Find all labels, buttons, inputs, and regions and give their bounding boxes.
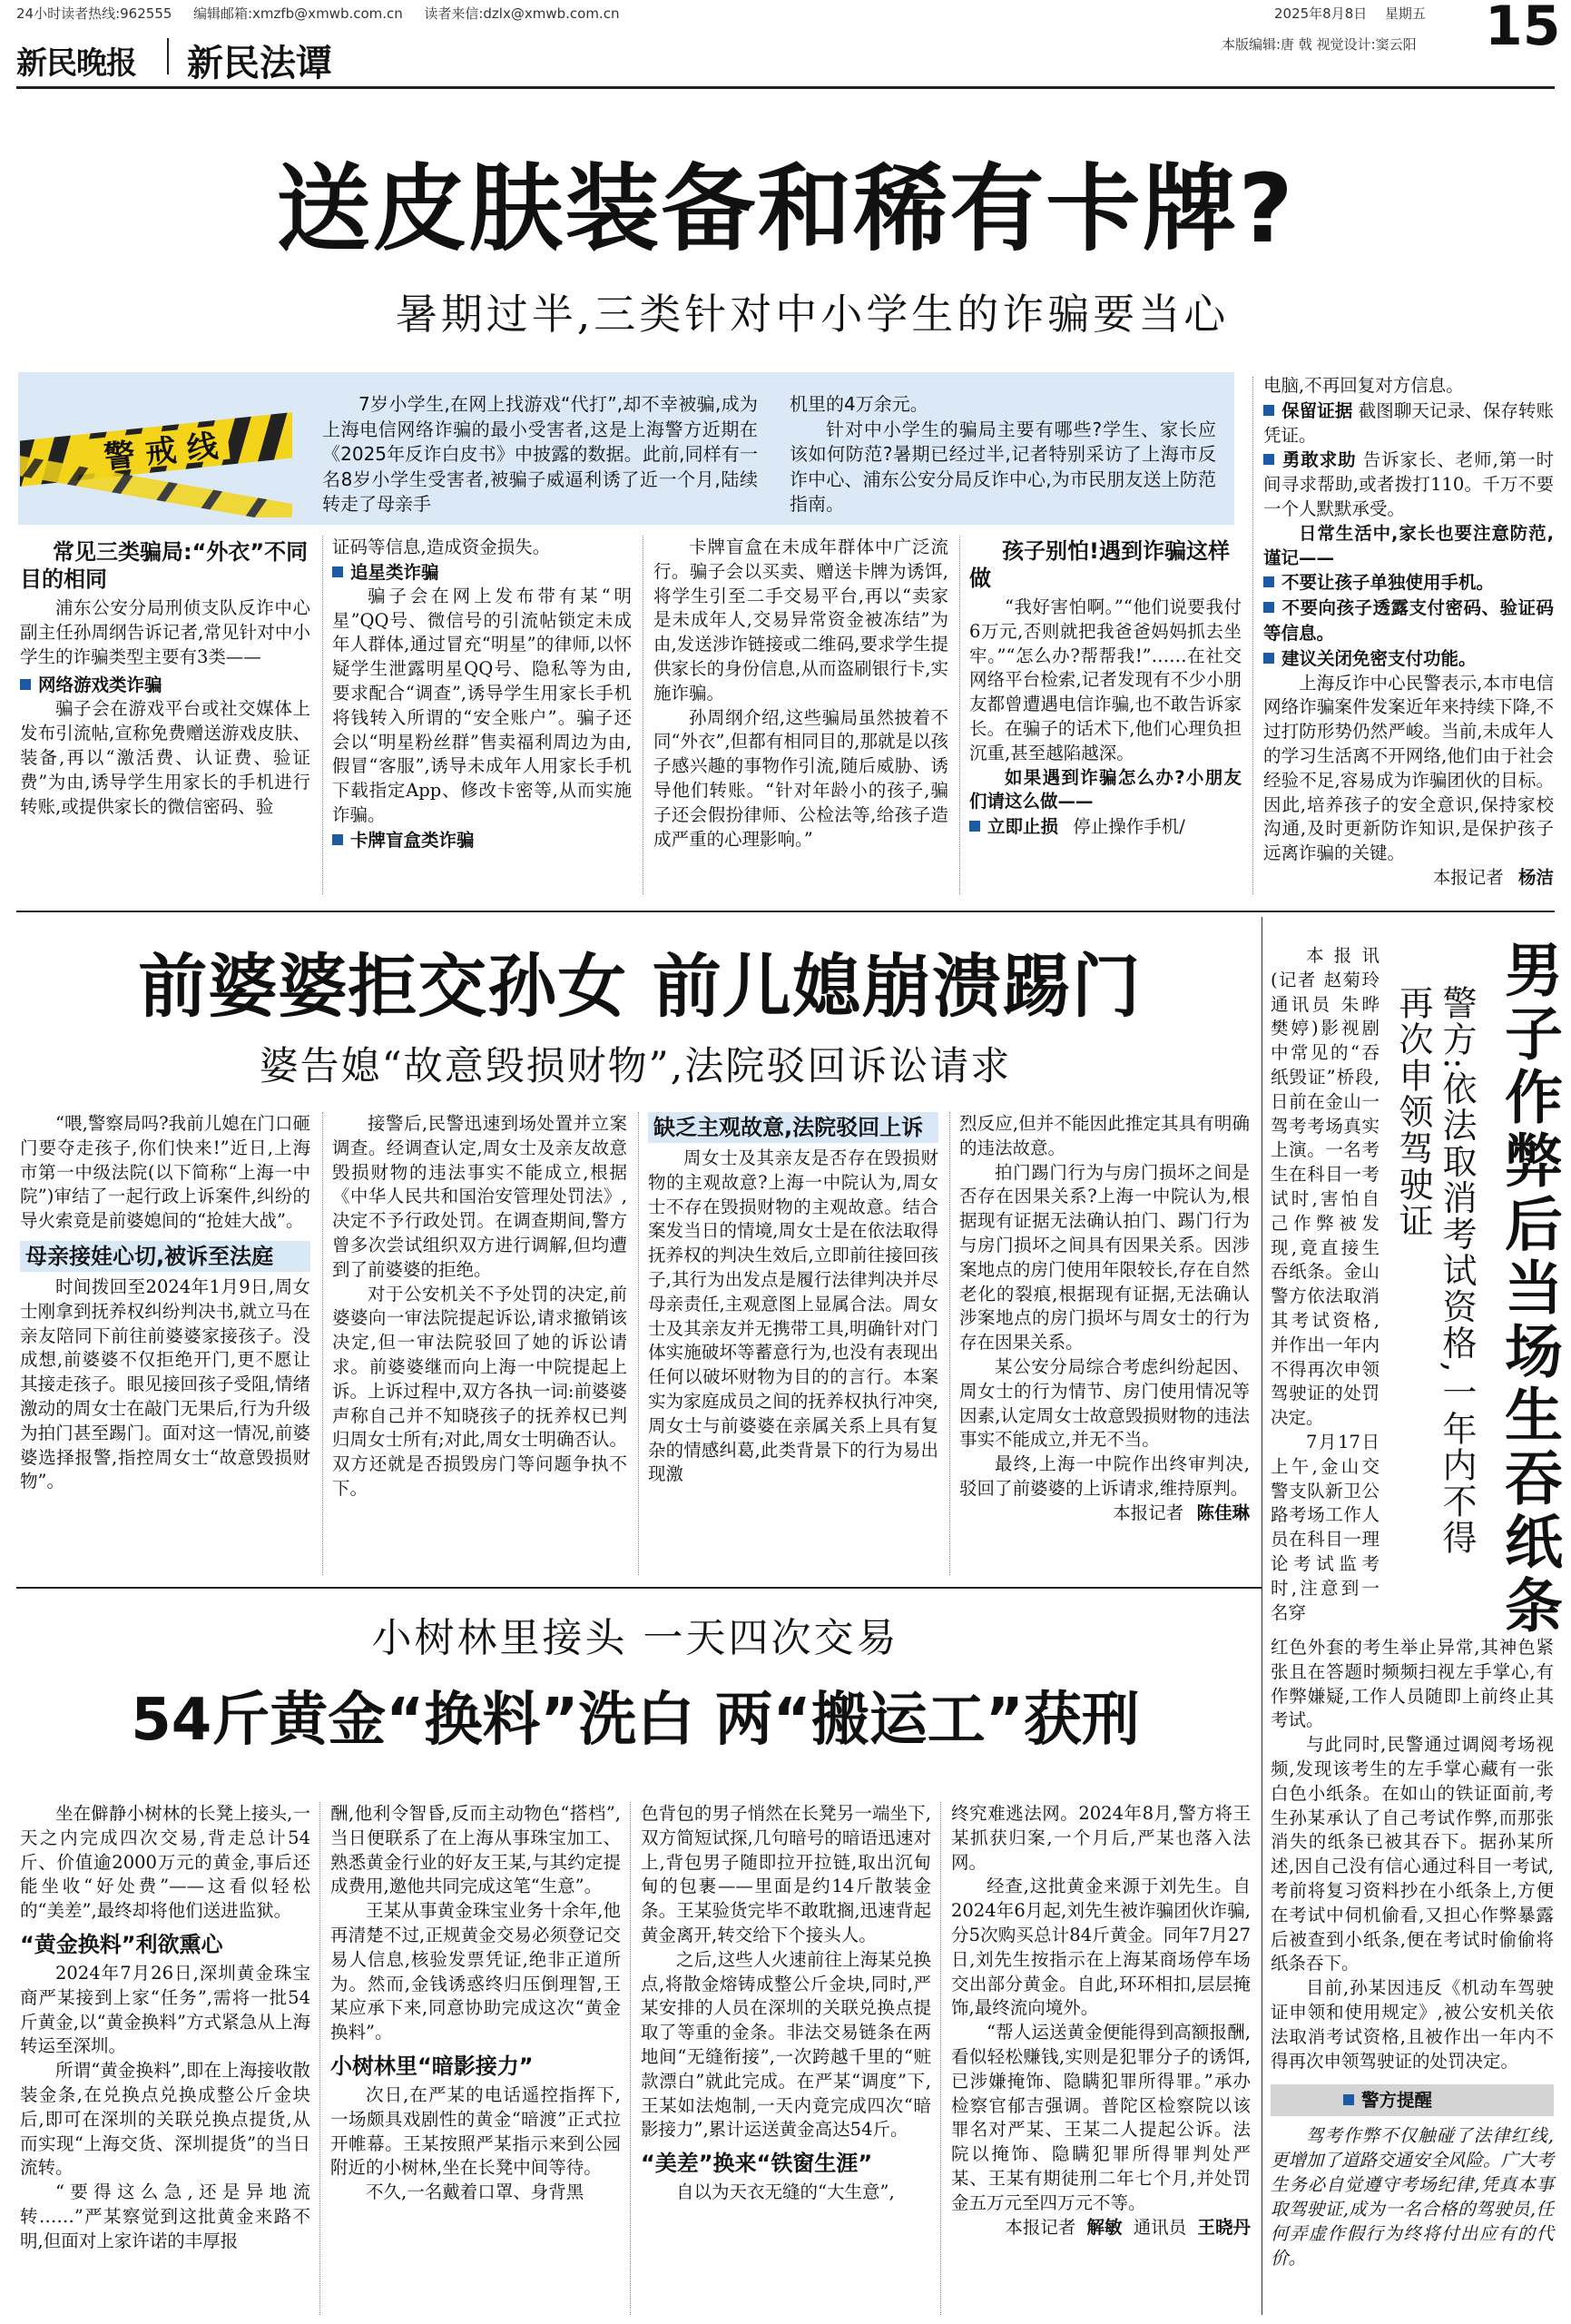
kick-col-2 [332,1112,627,1502]
game-scam-text: 骗子会在游戏平台或社交媒体上发布引流帖,宣称免费赠送游戏皮肤、装备,再以“激活费、认证费、验证费”为由,诱导学生用家长的手机进行转账,或提供家长的微信密码、验 [20,698,310,817]
gold-handoff-text: 色背包的男子悄然在长凳另一端坐下,双方简短试探,几句暗号的暗语迅速对上,背包男子随即拉开拉链,取出沉甸甸的包裹——里面是约14斤散装金条。王某验货完毕不敢耽搁,迅速背起黄金离开,转交给下个接头人。 [641,1803,931,1945]
subhead-game-scam: 网络游戏类诈骗 [20,673,310,697]
gold-wang-text: 王某从事黄金珠宝业务十余年,他再清楚不过,正规黄金交易必须登记交易人信息,核验发票凭证,绝非正道所为。然而,金钱诱惑终归压倒理智,王某应承下来,同意协助完成这次“黄金换料”。 [330,1900,621,2043]
gold-intro: 坐在僻静小树林的长凳上接头,一天之内完成四次交易,背走总计54斤、价值逾2000万元的黄金,事后还能坐收“好处费”——这看似轻松的“美差”,最终却将他们送进监狱。 [20,1803,310,1922]
gold-partner-text: 酬,他利令智昏,反而主动物色“搭档”,当日便联系了在上海从事珠宝加工、熟悉黄金行业的好友王某,与其约定提成费用,邀他共同完成这笔“生意”。 [330,1803,621,1897]
gold-col-3 [641,1802,931,2205]
fraud-col-5 [1263,374,1554,891]
col-divider [322,536,323,894]
date-text: 2025年8月8日 [1274,5,1368,22]
police-tip-text: 驾考作弊不仅触碰了法律红线,更增加了道路交通安全风险。广大考生务必自觉遵守考场纪律,凭真本事取驾驶证,成为一名合格的驾驶员,任何弄虚作假行为终将付出应有的代价。 [1271,2125,1555,2270]
parents-heading: 日常生活中,家长也要注意防范,谨记—— [1263,522,1554,568]
gold-source-text: 经查,这批黄金来源于刘先生。自2024年6月起,刘先生被诈骗团伙诈骗,分5次购买总计84斤黄金。同年7月27日,刘先生按指示在上海某商场停车场交出部分黄金。自此,环环相扣,层层掩饰,最终流向境外。 [951,1876,1251,2019]
reporter-label: 本报记者 [1432,866,1504,888]
anti-fraud-center-text: 上海反诈中心民警表示,本市电信网络诈骗案件发案近年来持续下降,不过打防形势仍然严峻。当前,未成年人的学习生活离不开网络,他们由于社会经验不足,容易成为诈骗团伙的目标。因此,培养孩子的安全意识,保持家校沟通,及时更新防诈知识,是保护孩子远离诈骗的关键。 [1263,672,1554,864]
col-divider [940,1802,941,2315]
final-ruling-text: 最终,上海一中院作出终审判决,驳回了前婆婆的上诉请求,维持原判。 [959,1453,1250,1499]
exam-col-bottom [1271,1636,1554,2270]
police-tip-heading: 警方提醒 [1343,2090,1432,2111]
gold-man-text: 不久,一名戴着口罩、身背黑 [366,2181,584,2203]
exam-incident-b: 红色外套的考生举止异常,其神色紧张且在答题时频频扫视左手掌心,有作弊嫌疑,工作人员随即上前终止其考试。 [1271,1637,1554,1731]
byline-kick [959,1502,1250,1526]
byline-fraud [1263,866,1554,891]
fraud-col-2 [332,536,632,852]
subhead-exam-cheat: 警方:依法取消考试资格,一年内不得再次申领驾驶证 [1393,985,1477,1556]
reporter-name: 陈佳琳 [1196,1502,1250,1523]
banner-text: 警 戒 线 [102,428,220,477]
lead-paragraph-1: 7岁小学生,在网上找游戏“代打”,却不幸被骗,成为上海电信网络诈骗的最小受害者,这是上海警方近期在《2025年反诈白皮书》中披露的数据。此前,同样有一名8岁小学生受害者,被骗子威逼利诱了近一个月,陆续转走了母亲手 [322,393,758,515]
kick-col-4 [959,1112,1250,1526]
police-tip-header [1271,2084,1554,2116]
children-fear-text: “我好害怕啊。”“他们说要我付6万元,否则就把我爸爸妈妈抓去坐牢。”“怎么办?帮帮我!”……在社交网络平台检索,记者发现有不少小朋友都曾遭遇电信诈骗,也不敢告诉家长。在骗子的话术下,他们心理负担沉重,甚至越陷越深。 [969,596,1242,763]
col-divider [959,536,960,894]
parent-tip-3: 建议关闭免密支付功能。 [1263,648,1477,669]
reporter-name: 杨洁 [1517,866,1554,888]
tip-stop-loss-cont: 电脑,不再回复对方信息。 [1263,375,1464,396]
col-divider [638,1112,639,1575]
common-purpose-text: 孙周纲介绍,这些骗局虽然披着不同“外衣”,但都有相同目的,那就是以孩子感兴趣的事物作引流,随后威胁、诱导他们转账。“针对年龄小的孩子,骗子还会假扮律师、公检法等,给孩子造成严重的心理影响。” [653,706,948,850]
col-divider [630,1802,631,2315]
section-heading-dont-fear: 孩子别怕!遇到诈骗这样做 [969,538,1230,591]
parent-tip-1: 不要让孩子单独使用手机。 [1263,572,1494,593]
subhead-fraud: 暑期过半,三类针对中小学生的诈骗要当心 [395,290,1230,339]
lead-paragraph-3: 针对中小学生的骗局主要有哪些?学生、家长应该如何防范?暑期已经过半,记者特别采访了上海市反诈中心、浦东公安分局反诈中心,为市民朋友送上防范指南。 [790,418,1216,515]
headline-gold: 54斤黄金“换料”洗白 两“搬运工”获刑 [131,1687,1140,1754]
scams-intro: 浦东公安分局刑侦支队反诈中心副主任孙周纲告诉记者,常见针对中小学生的诈骗类型主要有3类—— [20,597,310,667]
gold-caught-text: 自以为天衣无缝的“大生意”, [676,2181,895,2203]
what-to-do-text: 如果遇到诈骗怎么办?小朋友们请这么做—— [969,766,1242,812]
section-heading-prison: “美差”换来“铁窗生涯” [641,2151,873,2177]
editor-email: 编辑邮箱:xmzfb@xmwb.com.cn [192,5,403,22]
headline-kick-door: 前婆婆拒交孙女 前儿媳崩溃踢门 [138,946,1142,1027]
col-divider [319,1802,320,2315]
exam-penalty-text: 目前,孙某因违反《机动车驾驶证申领和使用规定》,被公安机关依法取消考试资格,且被作出一年内不得再次申领驾驶证的处罚决定。 [1271,1977,1554,2072]
gold-verdict-text: “帮人运送黄金便能得到高额报酬,看似轻松赚钱,实则是犯罪分子的诱饵,已涉嫌掩饰、隐瞒犯罪所得罪。”承办检察官郁吉强调。普陀区检察院以该罪名对严某、王某二人提起公诉。法院以掩饰、隐瞒犯罪所得罪判处严某、王某有期徒刑二年七个月,并处罚金五万元至四万元不等。 [951,2022,1251,2213]
correspondent-name: 王晓丹 [1197,2216,1251,2238]
tip-ask-help: 勇敢求助 [1263,449,1357,470]
subhead-kick-door: 婆告媳“故意毁损财物”,法院驳回诉讼请求 [259,1044,1012,1089]
kicker-gold: 小树林里接头 一天四次交易 [371,1615,899,1661]
headline-fraud: 送皮肤装备和稀有卡牌? [276,153,1295,264]
section-rule [16,1587,1262,1589]
section-heading-no-intent: 缺乏主观故意,法院驳回上诉 [648,1112,938,1143]
contact-bar [16,4,619,23]
tip-stop-loss-text: 停止操作手机/ [1073,816,1185,838]
no-intent-text: 周女士及其亲友是否存在毁损财物的主观故意?上海一中院认为,周女士不存在毁损财物的主观故意。结合案发当日的情境,周女士是在依法取得抚养权的判决生效后,立即前往接回孩子,其行为出发点是履行法律判决并尽母亲责任,主观意图上显属合法。周女士及其亲友并无携带工具,明确针对门体实施破坏等蓄意行为,也没有表现出任何以破坏财物为目的的言行。本案实为家庭成员之间的抚养权执行冲突,周女士与前婆婆在亲属关系上具有复杂的情感纠葛,此类背景下的行为易出现激 [648,1147,938,1485]
exam-incident-a: 7月17日上午,金山交警支队新卫公路考场工作人员在科目一理论考试监考时,注意到一名穿 [1271,1431,1380,1623]
section-heading-mother: 母亲接娃心切,被诉至法庭 [20,1241,310,1272]
police-finding-text: 某公安分局综合考虑纠纷起因、周女士的行为情节、房门使用情况等因素,认定周女士故意毁损财物的违法事实不能成立,并无不当。 [959,1355,1250,1451]
parent-tip-2: 不要向孩子透露支付密码、验证码等信息。 [1263,597,1554,644]
fraud-col-4 [969,536,1242,840]
gold-col-1 [20,1802,310,2254]
subhead-card-scam: 卡牌盲盒类诈骗 [332,828,632,852]
lead-column-2 [790,392,1216,517]
section-heading-relay: 小树林里“暗影接力” [330,2053,534,2079]
masthead-divider [167,38,169,74]
kick-intro: “喂,警察局吗?我前儿媳在门口砸门要夺走孩子,你们快来!”近日,上海市第一中级法院(以下简称“上海一中院”)审结了一起行政上诉案件,纠纷的导火索竟是前婆媳间的“抢娃大战”。 [20,1113,310,1232]
causality-text: 拍门踢门行为与房门损坏之间是否存在因果关系?上海一中院认为,根据现有证据无法确认拍门、踢门行为与房门损坏之间具有因果关系。因涉案地点的房门使用年限较长,存在自然老化的裂痕,根据现有证据,无法确认涉案地点的房门损坏与周女士的行为存在因果关系。 [959,1161,1250,1354]
gold-swap-text: 所谓“黄金换料”,即在上海接收散装金条,在兑换点兑换成整公斤金块后,即可在深圳的关联兑换点提货,从而实现“上海交货、深圳提货”的当日流转。 [20,2060,310,2179]
tip-stop-loss: 立即止损 [969,816,1058,837]
paper-logo: 新民晚报 [16,45,136,82]
reporter-label: 本报记者 [1113,1502,1184,1523]
gold-col-4 [951,1802,1251,2240]
hotline: 24小时读者热线:962555 [16,5,172,22]
gold-relay-text: 次日,在严某的电话遥控指挥下,一场颇具戏剧性的黄金“暗渡”正式拉开帷幕。王某按照严某指示来到公园附近的小树林,坐在长凳中间等待。 [330,2083,621,2179]
exam-col-top [1271,944,1380,1625]
section-heading-greed: “黄金换料”利欲熏心 [20,1931,223,1957]
tip-ask-help-text: 告诉家长、老师,第一时间寻求帮助,或者拨打110。千万不要一个人默默承受。 [1263,449,1554,519]
gold-col-2 [330,1802,621,2205]
issue-date [1274,4,1426,23]
fraud-col-3 [653,536,948,852]
col-divider [949,1112,950,1575]
section-name: 新民法谭 [187,43,332,84]
page-credits: 本版编辑:唐 戟 视觉设计:窦云阳 [1222,36,1417,53]
section-rule [16,911,1555,912]
correspondent-label: 通讯员 [1133,2216,1187,2238]
byline-gold [951,2216,1251,2240]
headline-exam-cheat: 男子作弊后当场生吞纸条 [1495,940,1562,1639]
warning-tape-banner [20,381,292,517]
subhead-idol-scam: 追星类诈骗 [332,560,632,585]
no-intent-text-cont: 烈反应,但并不能因此推定其具有明确的违法故意。 [959,1113,1250,1158]
game-scam-text-cont: 证码等信息,造成资金损失。 [332,537,551,557]
exam-evidence-text: 与此同时,民警通过调阅考场视频,发现该考生的左手掌心藏有一张白色小纸条。在如山的铁证面前,考生孙某承认了自己考试作弊,而那张消失的纸条已被其吞下。据孙某所述,因自己没有信心通过科目一考试,考前将复习资料抄在小纸条上,方便在考试中伺机偷看,又担心作弊暴露后被查到小纸条,便在考试时偷偷将纸条吞下。 [1271,1734,1554,1974]
lead-paragraph-2: 机里的4万余元。 [790,393,928,415]
col-divider [322,1112,323,1575]
card-scam-text: 卡牌盲盒在未成年群体中广泛流行。骗子会以买卖、赠送卡牌为诱饵,将学生引至二手交易平台,再以“卖家是未成年人,交易异常资金被冻结”为由,发送涉诈链接或二维码,要求学生提供家长的身份信息,从而盗刷银行卡,实施诈骗。 [653,537,948,704]
gold-laundering-text: 之后,这些人火速前往上海某兑换点,将散金熔铸成整公斤金块,同时,严某安排的人员在深圳的关联兑换点提取了等重的金条。非法交易链条在两地间“无缝衔接”,一次跨越千里的“赃款漂白”就此完成。在严某“调度”下,王某如法炮制,一天内竟完成四次“暗影接力”,累计运送黄金高达54斤。 [641,1948,931,2141]
masthead-rule [16,86,1555,89]
page-number: 15 [1485,0,1561,58]
tip-keep-evidence-text: 截图聊天记录、保存转账凭证。 [1263,399,1554,446]
reader-email: 读者来信:dzlx@xmwb.com.cn [424,5,620,22]
section-heading-scams: 常见三类骗局:“外衣”不同目的相同 [20,539,309,592]
exam-intro: 本报讯(记者 赵菊玲 通讯员 朱晔 樊婷)影视剧中常见的“吞纸毁证”桥段,日前在金山一驾考考场真实上演。一名考生在科目一考试时,害怕自己作弊被发现,竟直接生吞纸条。金山警方依法取消其考试资格,并作出一年内不得再次申领驾驶证的处罚决定。 [1271,945,1380,1429]
kick-col-3 [648,1112,938,1487]
lawsuit-text: 对于公安机关不予处罚的决定,前婆婆向一审法院提起诉讼,请求撤销该决定,但一审法院驳回了她的诉讼请求。前婆婆继而向上海一中院提起上诉。上诉过程中,双方各执一词:前婆婆声称自己并不知晓孩子的抚养权已判归周女士所有;对此,周女士明确否认。双方还就是否损毁房门等问题争执不下。 [332,1283,627,1499]
col-divider [1252,377,1253,894]
tip-keep-evidence: 保留证据 [1263,400,1352,421]
weekday-text: 星期五 [1384,5,1426,22]
kick-col-1 [20,1112,310,1494]
kick-incident-text: 时间拨回至2024年1月9日,周女士刚拿到抚养权纠纷判决书,就立马在亲友陪同下前往前婆婆家接孩子。没成想,前婆婆不仅拒绝开门,更不愿让其接走孩子。眼见接回孩子受阻,情绪激动的周女士在敲门无果后,行为升级为拍门甚至踢门。面对这一情况,前婆婆选择报警,指控周女士“故意毁损财物”。 [20,1275,310,1492]
police-response-text: 接警后,民警迅速到场处置并立案调查。经调查认定,周女士及亲友故意毁损财物的违法事实不能成立,根据《中华人民共和国治安管理处罚法》,决定不予行政处罚。在调查期间,警方曾多次尝试组织双方进行调解,但均遭到了前婆婆的拒绝。 [332,1113,627,1280]
reporter-label: 本报记者 [1005,2216,1076,2238]
gold-task-text: 2024年7月26日,深圳黄金珠宝商严某接到上家“任务”,需将一批54斤黄金,以“黄金换料”方式紧急从上海转运至深圳。 [20,1962,310,2057]
gold-arrest-text: 终究难逃法网。2024年8月,警方将王某抓获归案,一个月后,严某也落入法网。 [951,1803,1251,1873]
reporter-name: 解敏 [1086,2216,1123,2238]
idol-scam-text: 骗子会在网上发布带有某“明星”QQ号、微信号的引流帖锁定未成年人群体,通过冒充“明星”的律师,以怀疑学生泄露明星QQ号、隐私等为由,要求配合“调查”,诱导学生用家长手机将钱转入所谓的“安全账户”。骗子还会以“明星粉丝群”售卖福利周边为由,假冒“客服”,诱导未成年人用家长手机下载指定App、修改卡密等,从而实施诈骗。 [332,585,632,825]
gold-suspicion-text: “要得这么急,还是异地流转……”严某察觉到这批黄金来路不明,但面对上家许诺的丰厚报 [20,2181,310,2251]
fraud-col-1 [20,531,310,819]
